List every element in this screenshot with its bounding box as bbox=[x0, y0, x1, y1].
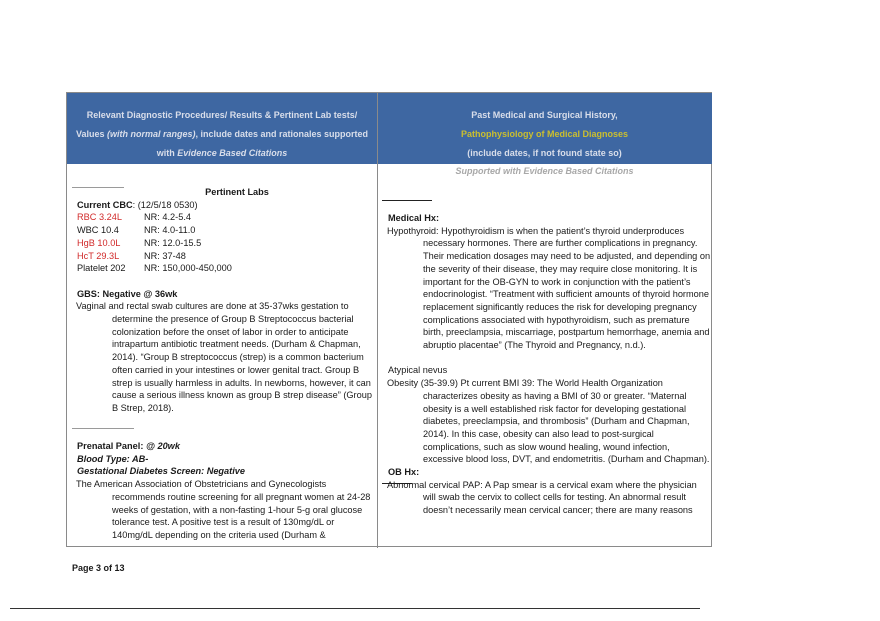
hypothyroid-text: Hypothyroid: Hypothyroidism is when the patient’s thyroid underproduces necessary hormones. There are further complications in pregnancy. Their medication dosages may need to be adjusted, and depending on the severity of their disease, they may require close monitoring. It is important for the OB-GYN to work in conjunction with the patient’s endocrinologist. “Treatment with sufficient amounts of thyroid hormone replacement significantly reduces the risk for developing pregnancy complications associated with hypothyroidism, such as premature birth, preeclampsia, miscarriage, postpartum hemorrhage, anemia and abruptio placentae” (The Thyroid and Pregnancy, n.d.). bbox=[387, 225, 711, 351]
lab-row bbox=[77, 224, 377, 237]
lab-range: NR: 4.2-5.4 bbox=[144, 212, 191, 223]
medical-hx-heading: Medical Hx: bbox=[388, 213, 440, 223]
lab-range: NR: 150,000-450,000 bbox=[144, 263, 232, 274]
lab-row bbox=[77, 262, 377, 275]
decorative-rule bbox=[382, 200, 432, 201]
lab-list bbox=[77, 211, 377, 275]
lab-name: HcT 29.3L bbox=[77, 250, 120, 261]
header-left-cell bbox=[67, 93, 377, 164]
lab-range: NR: 12.0-15.5 bbox=[144, 237, 202, 248]
blood-type: Blood Type: AB- bbox=[77, 453, 149, 464]
header-right-subtitle: Supported with Evidence Based Citations bbox=[455, 166, 634, 176]
pertinent-labs-title: Pertinent Labs bbox=[205, 187, 269, 197]
lab-row bbox=[77, 250, 377, 263]
obesity-text: Obesity (35-39.9) Pt current BMI 39: The World Health Organization characterizes obesity as having a BMI of 30 or greater. “Maternal obesity is a well established risk factor for developing gestational diabetes, preeclampsia, and thrombosis” (Durham and Chapman, 2014). In this case, obesity can also lead to post-surgical complications, such as slow wound healing, wound infection, excessive blood loss, DVT, and endometritis. (Durham and Chapman). bbox=[387, 378, 710, 465]
gds-screen: Gestational Diabetes Screen: Negative bbox=[77, 466, 245, 477]
gbs-text: Vaginal and rectal swab cultures are done at 35-37wks gestation to determine the presence of Group B Streptococcus bacterial colonization before the onset of labor in order to anticipate intrapartum antibiotic treatment needs. (Durham & Chapman, 2014). “Group B streptococcus (strep) is a common bacterium often carried in your intestines or lower genital tract. Group B strep is usually harmless in adults. In newborns, however, it can cause a serious illness known as group B strep disease” (Group B Strep, 2018). bbox=[76, 301, 372, 413]
lab-name: HgB 10.0L bbox=[77, 237, 121, 248]
lab-range: NR: 4.0-11.0 bbox=[144, 225, 196, 236]
pap-text: Abnormal cervical PAP: A Pap smear is a cervical exam where the physician will swab the cervix to collect cells for testing. An abnormal result doesn’t necessarily mean cervical cancer; there are many reasons bbox=[387, 479, 697, 516]
left-column bbox=[77, 186, 377, 542]
header-right-cell bbox=[377, 93, 712, 164]
lab-row bbox=[77, 237, 377, 250]
lab-name: WBC 10.4 bbox=[77, 225, 119, 236]
right-column bbox=[388, 212, 712, 517]
column-divider bbox=[377, 93, 378, 548]
lab-name: Platelet 202 bbox=[77, 263, 126, 274]
cbc-line: Current CBC: (12/5/18 0530) bbox=[77, 199, 198, 210]
lab-range: NR: 37-48 bbox=[144, 250, 186, 261]
lab-name: RBC 3.24L bbox=[77, 212, 122, 223]
header-right-line3: (include dates, if not found state so) bbox=[467, 148, 622, 158]
gbs-heading: GBS: Negative @ 36wk bbox=[77, 288, 178, 299]
ob-hx-heading: OB Hx: bbox=[388, 467, 420, 478]
header-left-line2: Values (with normal ranges), include dates and rationales supported bbox=[75, 129, 369, 139]
header-left-line1: Relevant Diagnostic Procedures/ Results & Pertinent Lab tests/ bbox=[86, 110, 358, 120]
prenatal-heading: Prenatal Panel: @ 20wk bbox=[77, 441, 180, 452]
header-right-line1: Past Medical and Surgical History, bbox=[471, 110, 618, 120]
atypical-nevus: Atypical nevus bbox=[388, 365, 448, 376]
footer-rule bbox=[10, 608, 700, 609]
gds-text: The American Association of Obstetricians and Gynecologists recommends routine screening for all pregnant women at 24-28 weeks of gestation, with a non-fasting 1-hour 5-g oral glucose tolerance test. A positive test is a result of 130mg/dL or 140mg/dL depending on the criteria used (Durham & bbox=[76, 479, 371, 540]
header-left-line3: with Evidence Based Citations bbox=[156, 148, 288, 158]
page-number: Page 3 of 13 bbox=[72, 563, 125, 573]
header-right-line2: Pathophysiology of Medical Diagnoses bbox=[460, 129, 629, 139]
lab-row bbox=[77, 211, 377, 224]
